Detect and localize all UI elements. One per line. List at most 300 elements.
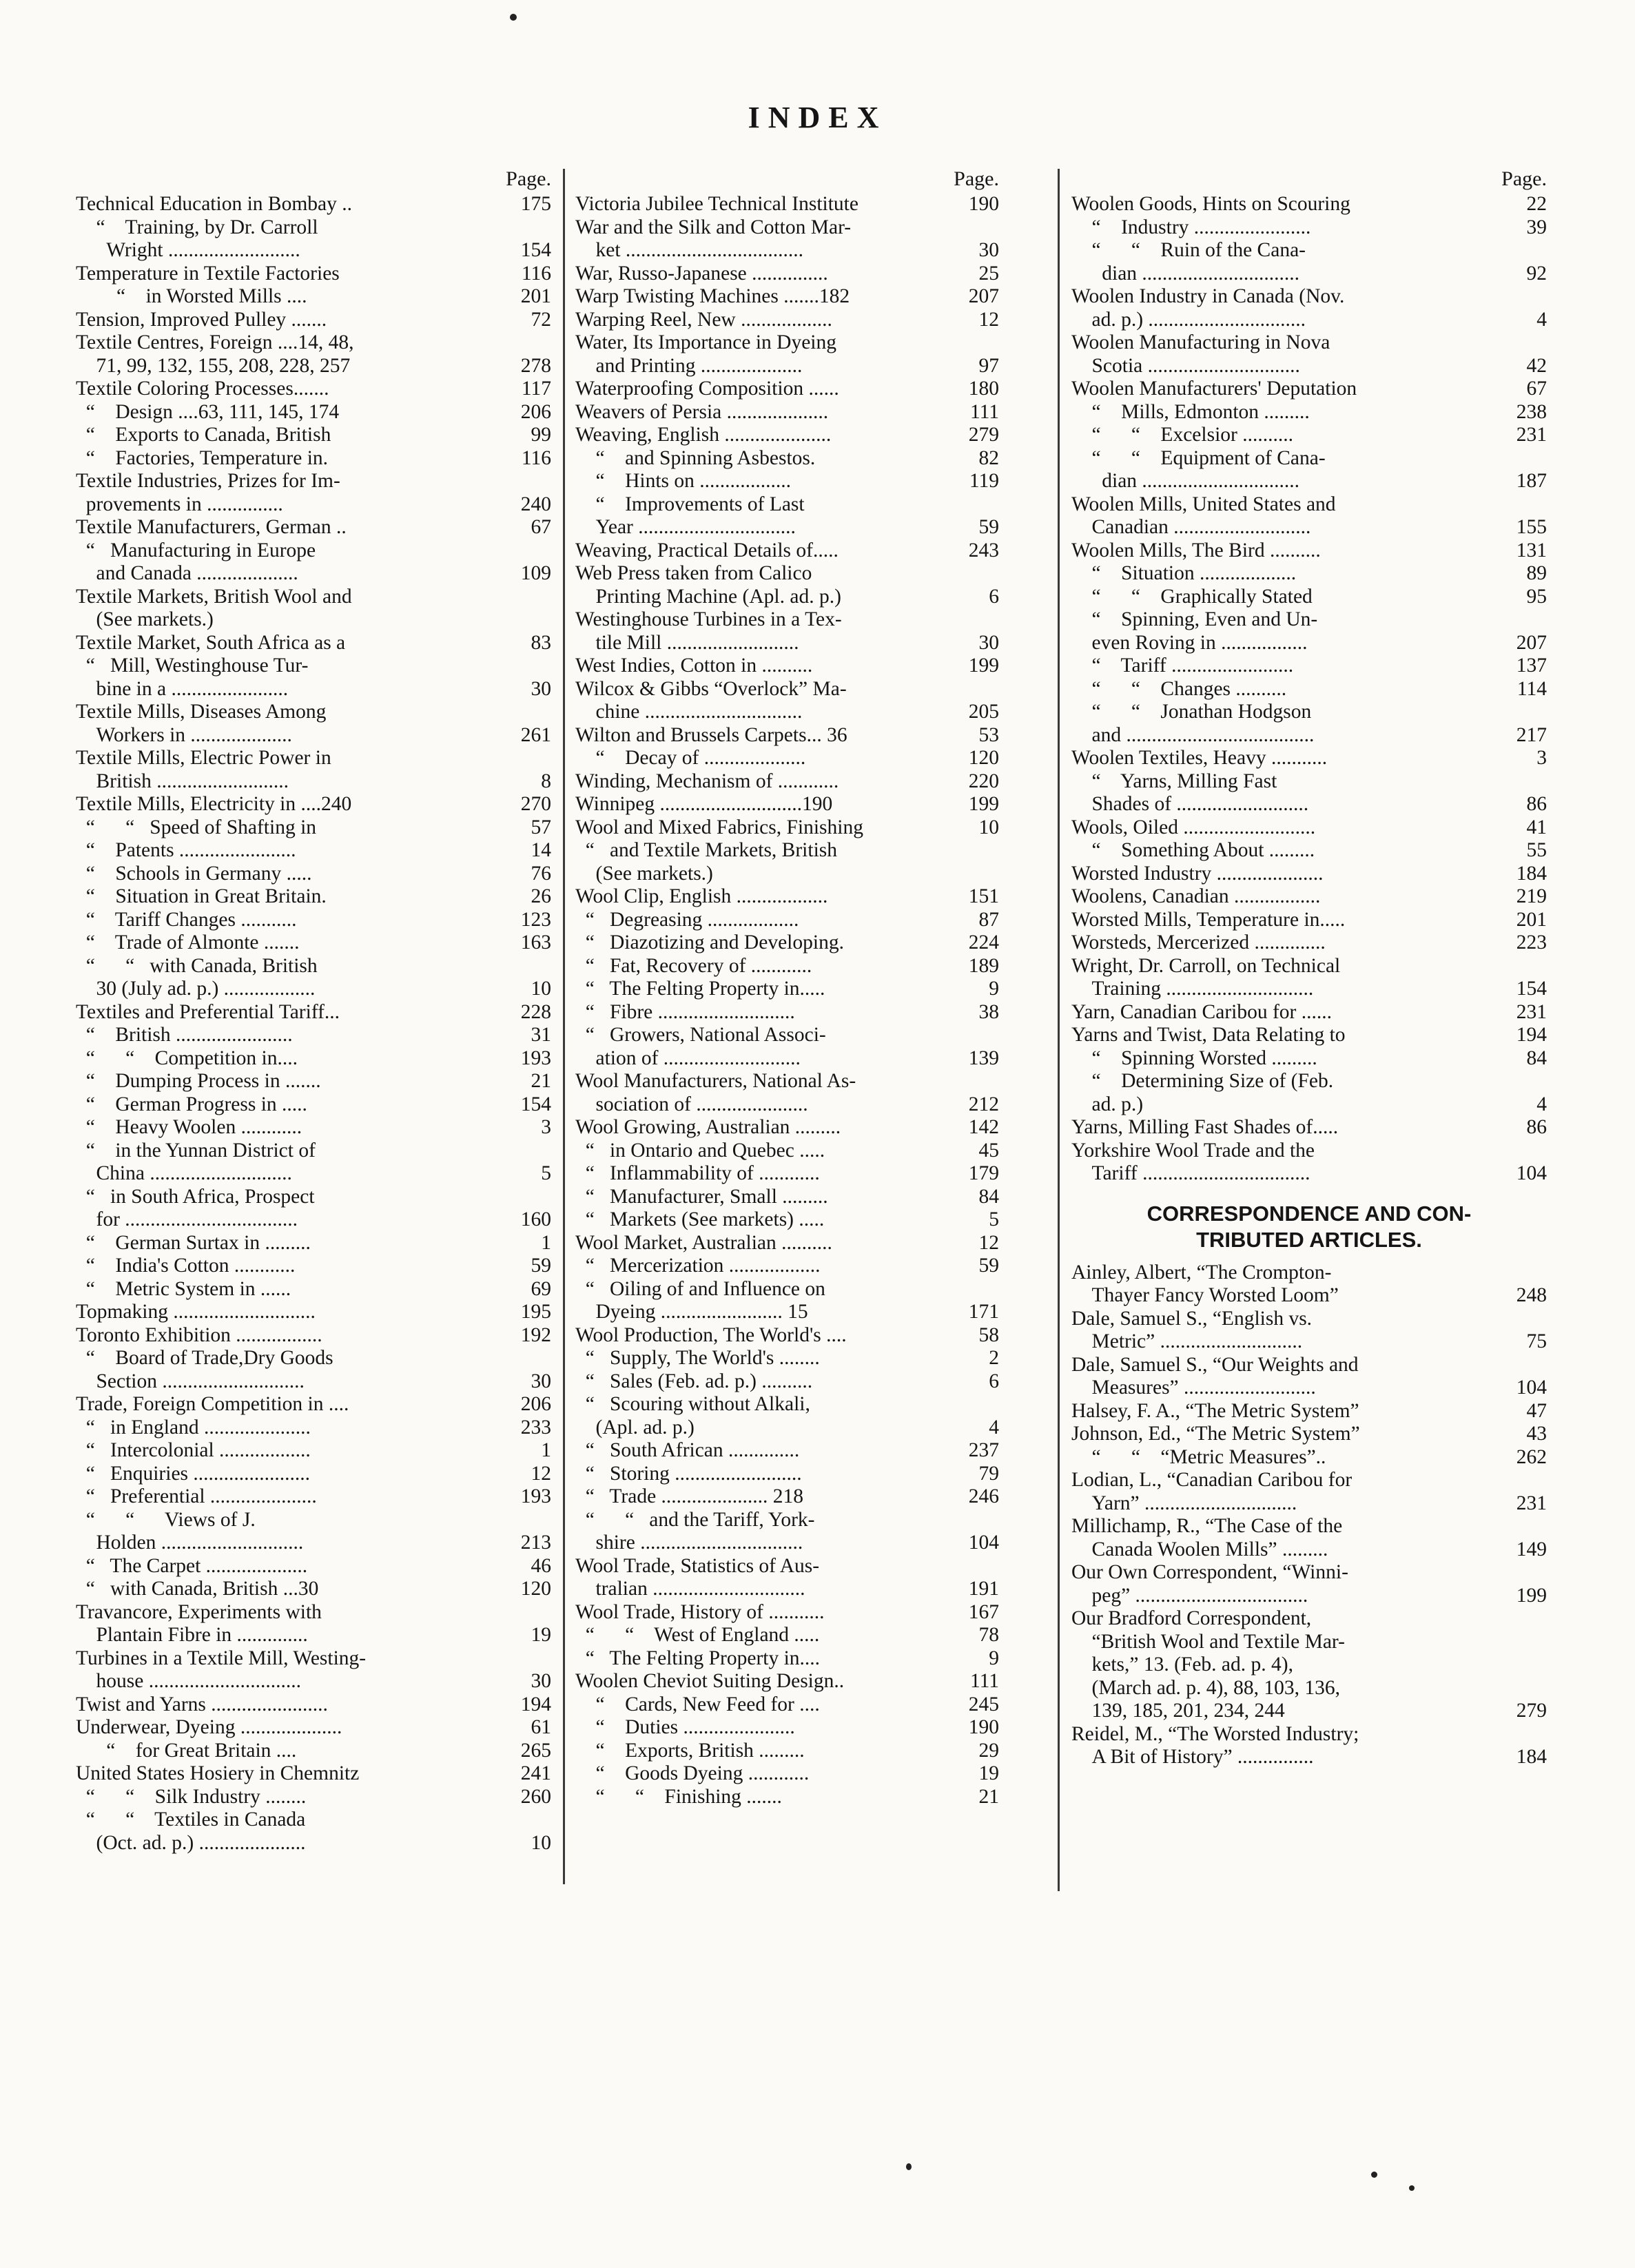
entry-text: Dyeing ........................ 15 bbox=[575, 1301, 808, 1323]
entry-text: Warping Reel, New .................. bbox=[575, 308, 832, 331]
entry-page-number: 199 bbox=[968, 654, 999, 677]
entry-text: “ Exports, British ......... bbox=[575, 1739, 805, 1762]
entry-text: Yorkshire Wool Trade and the bbox=[1071, 1139, 1315, 1162]
entry-text: “ Training, by Dr. Carroll bbox=[76, 216, 318, 238]
entry-text: Wool and Mixed Fabrics, Finishing bbox=[575, 816, 863, 838]
index-entry bbox=[1071, 378, 1547, 401]
index-entry bbox=[575, 216, 999, 240]
entry-text: “ in South Africa, Prospect bbox=[76, 1185, 315, 1208]
section-heading-line: TRIBUTED ARTICLES. bbox=[1196, 1227, 1422, 1252]
entry-text: shire ................................ bbox=[575, 1532, 803, 1554]
entry-text: “ Situation ................... bbox=[1071, 562, 1297, 584]
index-entry bbox=[575, 793, 999, 816]
entry-text: kets,” 13. (Feb. ad. p. 4), bbox=[1071, 1653, 1293, 1676]
entry-text: “ Intercolonial .................. bbox=[76, 1439, 311, 1461]
index-entry bbox=[1071, 839, 1547, 863]
entry-page-number: 1 bbox=[541, 1439, 551, 1461]
index-entry bbox=[76, 586, 551, 609]
index-entry bbox=[76, 562, 551, 586]
index-entry bbox=[1071, 1070, 1547, 1093]
entry-text: Worsted Mills, Temperature in..... bbox=[1071, 908, 1346, 931]
page-title: INDEX bbox=[748, 101, 887, 134]
index-entry bbox=[1071, 1093, 1547, 1117]
index-entry bbox=[76, 193, 551, 216]
entry-page-number: 237 bbox=[968, 1439, 999, 1461]
entry-text: Woolen Goods, Hints on Scouring bbox=[1071, 193, 1350, 215]
index-entry bbox=[1071, 1677, 1547, 1700]
entry-page-number: 4 bbox=[989, 1416, 999, 1439]
entry-text: Worsteds, Mercerized .............. bbox=[1071, 931, 1326, 953]
entry-page-number: 21 bbox=[531, 1070, 551, 1092]
entry-text: “ “ and the Tariff, York- bbox=[575, 1508, 815, 1531]
entry-text: tile Mill .......................... bbox=[575, 631, 799, 654]
entry-text: A Bit of History” ............... bbox=[1071, 1746, 1314, 1768]
entry-text: “ “ Excelsior .......... bbox=[1071, 424, 1293, 446]
index-entry bbox=[575, 978, 999, 1001]
index-entry bbox=[76, 378, 551, 401]
entry-page-number: 10 bbox=[978, 816, 999, 838]
index-entry bbox=[575, 1093, 999, 1117]
entry-text: “ Degreasing .................. bbox=[575, 908, 799, 931]
entry-page-number: 190 bbox=[968, 1716, 999, 1738]
index-entry bbox=[76, 401, 551, 424]
entry-page-number: 87 bbox=[978, 908, 999, 931]
entry-text: Winding, Mechanism of ............ bbox=[575, 770, 839, 792]
index-entry bbox=[575, 470, 999, 493]
entry-text: Textile Mills, Electricity in ....240 bbox=[76, 793, 352, 815]
index-entry bbox=[575, 1393, 999, 1416]
entry-page-number: 25 bbox=[978, 262, 999, 285]
index-entry bbox=[76, 863, 551, 886]
index-entry bbox=[575, 1693, 999, 1717]
entry-text: Tension, Improved Pulley ....... bbox=[76, 308, 327, 331]
entry-page-number: 193 bbox=[520, 1485, 551, 1507]
entry-text: Canada Woolen Mills” ......... bbox=[1071, 1538, 1328, 1560]
index-entry bbox=[575, 239, 999, 262]
entry-text: Johnson, Ed., “The Metric System” bbox=[1071, 1423, 1360, 1445]
entry-text: Halsey, F. A., “The Metric System” bbox=[1071, 1399, 1359, 1422]
entry-page-number: 109 bbox=[520, 562, 551, 584]
page-column-header: Page. bbox=[506, 167, 551, 190]
index-entry bbox=[1071, 816, 1547, 840]
index-entry bbox=[76, 1808, 551, 1832]
index-entry bbox=[575, 1232, 999, 1255]
entry-page-number: 184 bbox=[1516, 1746, 1547, 1768]
entry-page-number: 260 bbox=[520, 1785, 551, 1808]
index-entry bbox=[1071, 885, 1547, 909]
entry-text: Dale, Samuel S., “English vs. bbox=[1071, 1307, 1313, 1330]
entry-page-number: 116 bbox=[521, 262, 551, 285]
entry-text: “ Fibre ........................... bbox=[575, 1000, 795, 1023]
print-speck bbox=[1409, 2185, 1415, 2191]
entry-page-number: 99 bbox=[531, 424, 551, 446]
entry-page-number: 180 bbox=[968, 378, 999, 400]
entry-page-number: 19 bbox=[978, 1762, 999, 1784]
section-heading-line: CORRESPONDENCE AND CON- bbox=[1146, 1201, 1472, 1226]
entry-text: “ South African .............. bbox=[575, 1439, 800, 1461]
entry-page-number: 206 bbox=[520, 1393, 551, 1415]
entry-text: “ for Great Britain .... bbox=[76, 1739, 297, 1762]
index-entry bbox=[575, 678, 999, 701]
index-entry bbox=[575, 1578, 999, 1601]
index-entry bbox=[76, 724, 551, 748]
entry-page-number: 243 bbox=[968, 539, 999, 561]
index-column-3 bbox=[1071, 165, 1547, 1769]
entry-text: (Apl. ad. p.) bbox=[575, 1416, 695, 1439]
entry-text: Textile Centres, Foreign ....14, 48, bbox=[76, 331, 354, 353]
entry-page-number: 6 bbox=[989, 585, 999, 608]
entry-page-number: 84 bbox=[978, 1185, 999, 1208]
index-entry bbox=[575, 516, 999, 539]
entry-page-number: 175 bbox=[520, 193, 551, 215]
entry-text: Woolen Mills, The Bird .......... bbox=[1071, 539, 1321, 561]
entry-text: “ Situation in Great Britain. bbox=[76, 885, 327, 907]
index-entry bbox=[1071, 1538, 1547, 1562]
index-entry bbox=[1071, 1024, 1547, 1047]
index-entry bbox=[1071, 493, 1547, 517]
index-entry bbox=[76, 1347, 551, 1370]
entry-page-number: 30 bbox=[978, 239, 999, 261]
entry-text: “ Board of Trade,Dry Goods bbox=[76, 1347, 333, 1369]
entry-text: “ “ Finishing ....... bbox=[575, 1785, 782, 1808]
entry-text: “ Exports to Canada, British bbox=[76, 424, 331, 446]
entry-page-number: 31 bbox=[531, 1024, 551, 1046]
entry-text: ad. p.) ............................... bbox=[1071, 308, 1306, 331]
entry-text: and Canada .................... bbox=[76, 562, 298, 584]
index-entry bbox=[575, 309, 999, 332]
entry-text: “ Decay of .................... bbox=[575, 747, 806, 769]
index-entry bbox=[76, 447, 551, 471]
index-entry bbox=[76, 1416, 551, 1440]
entry-page-number: 9 bbox=[989, 1647, 999, 1669]
index-entry bbox=[1071, 331, 1547, 355]
entry-text: house .............................. bbox=[76, 1670, 301, 1692]
entry-text: Textile Coloring Processes....... bbox=[76, 378, 329, 400]
entry-page-number: 30 bbox=[531, 1670, 551, 1692]
entry-page-number: 3 bbox=[1536, 747, 1547, 769]
entry-page-number: 111 bbox=[969, 1670, 999, 1692]
index-entry bbox=[575, 1186, 999, 1209]
entry-page-number: 75 bbox=[1526, 1330, 1547, 1352]
entry-text: Wool Clip, English .................. bbox=[575, 885, 828, 907]
entry-page-number: 12 bbox=[978, 1231, 999, 1254]
index-entry bbox=[76, 1070, 551, 1093]
entry-page-number: 92 bbox=[1526, 262, 1547, 285]
index-entry bbox=[1071, 516, 1547, 539]
index-entry bbox=[1071, 262, 1547, 286]
index-entry bbox=[575, 909, 999, 932]
entry-text: “ “ Silk Industry ........ bbox=[76, 1785, 307, 1808]
index-entry bbox=[575, 1370, 999, 1394]
entry-page-number: 220 bbox=[968, 770, 999, 792]
index-entry bbox=[575, 1463, 999, 1486]
index-entry bbox=[1071, 1047, 1547, 1071]
index-entry bbox=[76, 816, 551, 840]
index-entry bbox=[76, 632, 551, 655]
entry-page-number: 111 bbox=[969, 400, 999, 423]
index-entry bbox=[1071, 1746, 1547, 1769]
index-entry bbox=[76, 978, 551, 1001]
entry-text: “ The Felting Property in.... bbox=[575, 1647, 821, 1669]
index-entry bbox=[76, 1647, 551, 1671]
entry-page-number: 195 bbox=[520, 1301, 551, 1323]
index-entry bbox=[575, 701, 999, 724]
entry-page-number: 2 bbox=[989, 1347, 999, 1369]
entry-text: Textile Markets, British Wool and bbox=[76, 585, 352, 608]
index-entry bbox=[76, 1140, 551, 1163]
index-entry bbox=[575, 1301, 999, 1324]
index-entry bbox=[76, 1393, 551, 1416]
entry-page-number: 151 bbox=[968, 885, 999, 907]
index-entry bbox=[1071, 1261, 1547, 1285]
index-entry bbox=[575, 816, 999, 840]
entry-text: Toronto Exhibition ................. bbox=[76, 1323, 322, 1346]
index-entry bbox=[1071, 1001, 1547, 1024]
page-column-header: Page. bbox=[954, 167, 999, 190]
entry-page-number: 154 bbox=[1516, 978, 1547, 1000]
entry-text: “ The Felting Property in..... bbox=[575, 978, 825, 1000]
entry-text: Trade, Foreign Competition in .... bbox=[76, 1393, 349, 1415]
entry-text: Dale, Samuel S., “Our Weights and bbox=[1071, 1353, 1359, 1376]
index-entry bbox=[575, 539, 999, 563]
entry-page-number: 76 bbox=[531, 862, 551, 885]
entry-text: even Roving in ................. bbox=[1071, 631, 1308, 654]
index-entry bbox=[575, 955, 999, 978]
entry-text: Underwear, Dyeing .................... bbox=[76, 1716, 342, 1738]
entry-page-number: 171 bbox=[968, 1301, 999, 1323]
index-entry bbox=[1071, 562, 1547, 586]
entry-text: “ in Worsted Mills .... bbox=[76, 285, 307, 307]
index-entry bbox=[76, 770, 551, 794]
entry-text: Woolen Manufacturing in Nova bbox=[1071, 331, 1330, 353]
index-entry bbox=[575, 1001, 999, 1024]
entry-text: “ “ West of England ..... bbox=[575, 1624, 820, 1646]
index-entry bbox=[76, 1786, 551, 1809]
entry-text: Section ............................ bbox=[76, 1370, 305, 1392]
index-entry bbox=[575, 1278, 999, 1301]
entry-text: British .......................... bbox=[76, 770, 289, 792]
entry-text: “ Something About ......... bbox=[1071, 839, 1315, 861]
index-entry bbox=[1071, 447, 1547, 471]
entry-text: “ in the Yunnan District of bbox=[76, 1139, 316, 1162]
entry-text: “ The Carpet .................... bbox=[76, 1554, 308, 1577]
entry-text: “ Goods Dyeing ............ bbox=[575, 1762, 810, 1784]
index-entry bbox=[1071, 931, 1547, 955]
index-entry bbox=[575, 1532, 999, 1555]
index-entry bbox=[575, 355, 999, 378]
entry-text: “ “ Changes .......... bbox=[1071, 677, 1287, 700]
entry-page-number: 58 bbox=[978, 1323, 999, 1346]
index-entry bbox=[1071, 539, 1547, 563]
entry-text: War, Russo-Japanese ............... bbox=[575, 262, 828, 285]
index-entry bbox=[76, 1162, 551, 1186]
entry-text: Water, Its Importance in Dyeing bbox=[575, 331, 836, 353]
index-entry bbox=[76, 331, 551, 355]
entry-page-number: 95 bbox=[1526, 585, 1547, 608]
entry-text: Yarns and Twist, Data Relating to bbox=[1071, 1024, 1346, 1046]
index-entry bbox=[76, 239, 551, 262]
entry-text: Textile Market, South Africa as a bbox=[76, 631, 346, 654]
entry-page-number: 154 bbox=[520, 1093, 551, 1115]
index-entry bbox=[76, 1463, 551, 1486]
entry-page-number: 45 bbox=[978, 1139, 999, 1162]
entry-text: Workers in .................... bbox=[76, 723, 292, 746]
entry-text: “ Improvements of Last bbox=[575, 493, 805, 515]
entry-page-number: 8 bbox=[541, 770, 551, 792]
entry-page-number: 137 bbox=[1516, 654, 1547, 677]
entry-page-number: 194 bbox=[520, 1693, 551, 1715]
entry-text: “ Growers, National Associ- bbox=[575, 1024, 826, 1046]
entry-text: “ “ Equipment of Cana- bbox=[1071, 446, 1326, 469]
entry-text: Year ............................... bbox=[575, 516, 796, 538]
entry-page-number: 155 bbox=[1516, 516, 1547, 538]
entry-page-number: 149 bbox=[1516, 1538, 1547, 1560]
entry-page-number: 245 bbox=[968, 1693, 999, 1715]
index-entry bbox=[575, 724, 999, 748]
index-entry bbox=[76, 1186, 551, 1209]
entry-page-number: 30 bbox=[531, 1370, 551, 1392]
entry-page-number: 119 bbox=[969, 470, 999, 492]
index-entry bbox=[76, 931, 551, 955]
index-entry bbox=[575, 654, 999, 678]
entry-text: Shades of .......................... bbox=[1071, 793, 1309, 815]
entry-text: Wool Market, Australian .......... bbox=[575, 1231, 832, 1254]
index-entry bbox=[575, 1762, 999, 1786]
index-entry bbox=[1071, 654, 1547, 678]
entry-text: chine ............................... bbox=[575, 701, 803, 723]
index-entry bbox=[76, 1624, 551, 1647]
entry-text: “ Trade ..................... 218 bbox=[575, 1485, 804, 1507]
entry-text: Our Bradford Correspondent, bbox=[1071, 1607, 1312, 1629]
entry-page-number: 55 bbox=[1526, 839, 1547, 861]
entry-text: “ Storing ......................... bbox=[575, 1462, 802, 1485]
index-entry bbox=[575, 1347, 999, 1370]
print-speck bbox=[510, 14, 517, 21]
index-entry bbox=[1071, 1607, 1547, 1631]
entry-page-number: 192 bbox=[520, 1323, 551, 1346]
entry-page-number: 12 bbox=[531, 1462, 551, 1485]
correspondence-list bbox=[1071, 1261, 1547, 1769]
index-entry bbox=[575, 1255, 999, 1278]
entry-text: Woolen Textiles, Heavy ........... bbox=[1071, 747, 1328, 769]
entry-text: Wool Manufacturers, National As- bbox=[575, 1070, 856, 1092]
entry-page-number: 4 bbox=[1536, 1093, 1547, 1115]
entry-text: “ Design ....63, 111, 145, 174 bbox=[76, 400, 340, 423]
index-entry bbox=[76, 1232, 551, 1255]
entry-text: Topmaking ............................ bbox=[76, 1301, 316, 1323]
entry-page-number: 248 bbox=[1516, 1284, 1547, 1306]
entry-page-number: 38 bbox=[978, 1000, 999, 1023]
entry-page-number: 6 bbox=[989, 1370, 999, 1392]
entry-text: Textile Mills, Diseases Among bbox=[76, 701, 327, 723]
entry-text: “ Oiling of and Influence on bbox=[575, 1277, 825, 1300]
index-entry bbox=[575, 378, 999, 401]
entry-page-number: 61 bbox=[531, 1716, 551, 1738]
entry-text: United States Hosiery in Chemnitz bbox=[76, 1762, 360, 1784]
entry-page-number: 78 bbox=[978, 1624, 999, 1646]
index-entry bbox=[1071, 401, 1547, 424]
index-entry bbox=[575, 1024, 999, 1047]
entry-text: Plantain Fibre in .............. bbox=[76, 1624, 308, 1646]
index-entry bbox=[76, 1047, 551, 1071]
entry-text: “ Markets (See markets) ..... bbox=[575, 1208, 825, 1230]
index-entry bbox=[1071, 955, 1547, 978]
entry-page-number: 47 bbox=[1526, 1399, 1547, 1422]
index-entry bbox=[76, 1578, 551, 1601]
entry-page-number: 142 bbox=[968, 1116, 999, 1138]
entry-page-number: 206 bbox=[520, 400, 551, 423]
entry-text: (March ad. p. 4), 88, 103, 136, bbox=[1071, 1676, 1340, 1699]
entry-text: Textiles and Preferential Tariff... bbox=[76, 1000, 340, 1023]
entry-page-number: 59 bbox=[978, 516, 999, 538]
index-entry bbox=[1071, 1400, 1547, 1423]
entry-text: “ India's Cotton ............ bbox=[76, 1255, 296, 1277]
entry-text: Wilcox & Gibbs “Overlock” Ma- bbox=[575, 677, 847, 700]
entry-text: Wools, Oiled .......................... bbox=[1071, 816, 1316, 838]
index-entry bbox=[76, 1832, 551, 1855]
index-entry bbox=[76, 654, 551, 678]
entry-page-number: 3 bbox=[541, 1116, 551, 1138]
entry-text: “ German Surtax in ......... bbox=[76, 1231, 311, 1254]
entry-page-number: 231 bbox=[1516, 1492, 1547, 1514]
entry-text: Wright, Dr. Carroll, on Technical bbox=[1071, 954, 1341, 977]
index-entry bbox=[76, 1740, 551, 1763]
entry-page-number: 279 bbox=[968, 424, 999, 446]
index-entry bbox=[575, 493, 999, 517]
entry-text: “ Yarns, Milling Fast bbox=[1071, 770, 1277, 792]
entry-page-number: 278 bbox=[520, 354, 551, 377]
index-entry bbox=[1071, 1561, 1547, 1585]
entry-page-number: 29 bbox=[978, 1739, 999, 1762]
entry-text: (Oct. ad. p.) ..................... bbox=[76, 1831, 306, 1854]
entry-text: Twist and Yarns ....................... bbox=[76, 1693, 328, 1715]
entry-text: Wool Growing, Australian ......... bbox=[575, 1116, 841, 1138]
entry-text: Wilton and Brussels Carpets... 36 bbox=[575, 723, 847, 746]
entry-page-number: 120 bbox=[968, 747, 999, 769]
entry-text: “ Heavy Woolen ............ bbox=[76, 1116, 302, 1138]
entry-text: peg” .................................. bbox=[1071, 1584, 1308, 1607]
entry-page-number: 139 bbox=[968, 1047, 999, 1069]
index-entry bbox=[1071, 978, 1547, 1001]
index-entry bbox=[76, 1762, 551, 1786]
entry-text: Textile Manufacturers, German .. bbox=[76, 516, 347, 538]
entry-text: Yarn, Canadian Caribou for ...... bbox=[1071, 1000, 1332, 1023]
entry-text: sociation of ...................... bbox=[575, 1093, 808, 1115]
index-entry bbox=[76, 885, 551, 909]
entry-page-number: 190 bbox=[968, 193, 999, 215]
entry-text: for .................................. bbox=[76, 1208, 298, 1230]
index-entry bbox=[76, 1370, 551, 1394]
index-entry bbox=[575, 193, 999, 216]
index-entry bbox=[575, 562, 999, 586]
entry-page-number: 184 bbox=[1516, 862, 1547, 885]
column-divider bbox=[563, 169, 565, 1884]
entry-page-number: 97 bbox=[978, 354, 999, 377]
entry-text: Warp Twisting Machines .......182 bbox=[575, 285, 850, 307]
index-entry bbox=[76, 1208, 551, 1232]
entry-text: Weavers of Persia .................... bbox=[575, 400, 829, 423]
entry-text: “ Patents ....................... bbox=[76, 839, 296, 861]
entry-page-number: 199 bbox=[1516, 1584, 1547, 1607]
index-entry bbox=[1071, 285, 1547, 309]
index-entry bbox=[1071, 770, 1547, 794]
entry-text: “ Sales (Feb. ad. p.) .......... bbox=[575, 1370, 813, 1392]
index-entry bbox=[1071, 470, 1547, 493]
index-entry bbox=[575, 1670, 999, 1693]
entry-page-number: 19 bbox=[531, 1624, 551, 1646]
index-entry bbox=[76, 262, 551, 286]
entry-page-number: 231 bbox=[1516, 424, 1547, 446]
